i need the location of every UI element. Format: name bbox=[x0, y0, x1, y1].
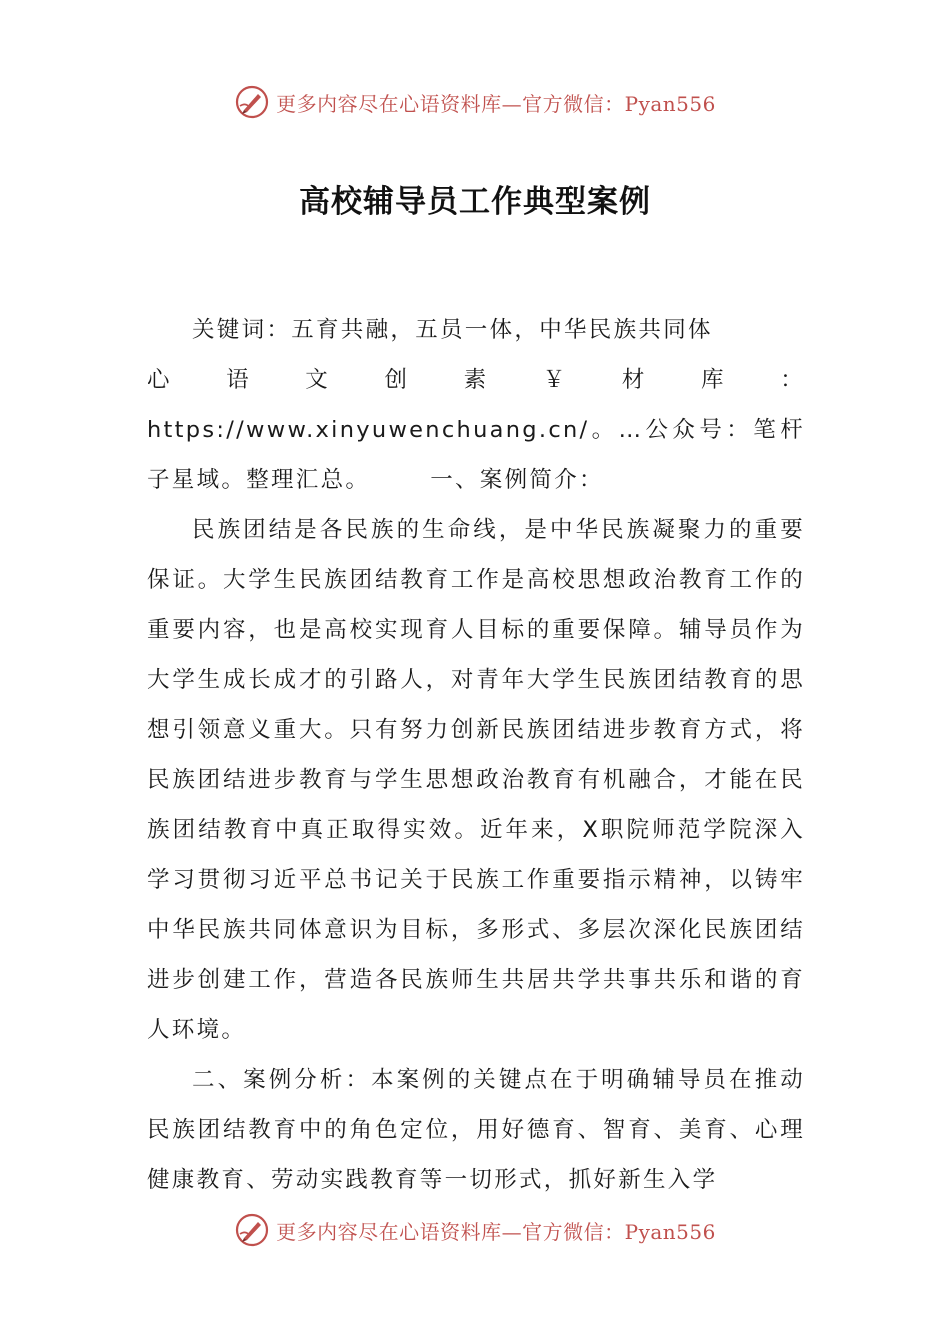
source-line: 心语文创素￥材库：https://www.xinyuwenchuang.cn/。…公众号：笔杆子星域。整理汇总。 bbox=[147, 367, 805, 493]
document-body bbox=[147, 305, 805, 1205]
header-watermark bbox=[0, 82, 950, 122]
pen-logo-icon bbox=[234, 1212, 270, 1248]
paragraph-case-analysis: 二、案例分析：本案例的关键点在于明确辅导员在推动民族团结教育中的角色定位，用好德育、智育、美育、心理健康教育、劳动实践教育等一切形式，抓好新生入学 bbox=[147, 1067, 805, 1193]
pen-logo-icon bbox=[234, 84, 270, 120]
footer-watermark bbox=[0, 1210, 950, 1250]
document-title: 高校辅导员工作典型案例 bbox=[299, 184, 651, 220]
paragraph-case-intro: 民族团结是各民族的生命线，是中华民族凝聚力的重要保证。大学生民族团结教育工作是高校思想政治教育工作的重要内容，也是高校实现育人目标的重要保障。辅导员作为大学生成长成才的引路人，对青年大学生民族团结教育的思想引领意义重大。只有努力创新民族团结进步教育方式，将民族团结进步教育与学生思想政治教育有机融合，才能在民族团结教育中真正取得实效。近年来，X职院师范学院深入学习贯彻习近平总书记关于民族工作重要指示精神，以铸牢中华民族共同体意识为目标，多形式、多层次深化民族团结进步创建工作，营造各民族师生共居共学共事共乐和谐的育人环境。 bbox=[147, 517, 805, 1043]
keywords-line: 关键词：五育共融，五员一体，中华民族共同体 bbox=[192, 317, 713, 343]
section1-heading: 一、案例简介： bbox=[430, 467, 604, 493]
watermark-text: 更多内容尽在心语资料库—官方微信：Pyan556 bbox=[276, 1219, 716, 1244]
source-paragraph bbox=[147, 355, 805, 505]
watermark-text: 更多内容尽在心语资料库—官方微信：Pyan556 bbox=[276, 91, 716, 116]
